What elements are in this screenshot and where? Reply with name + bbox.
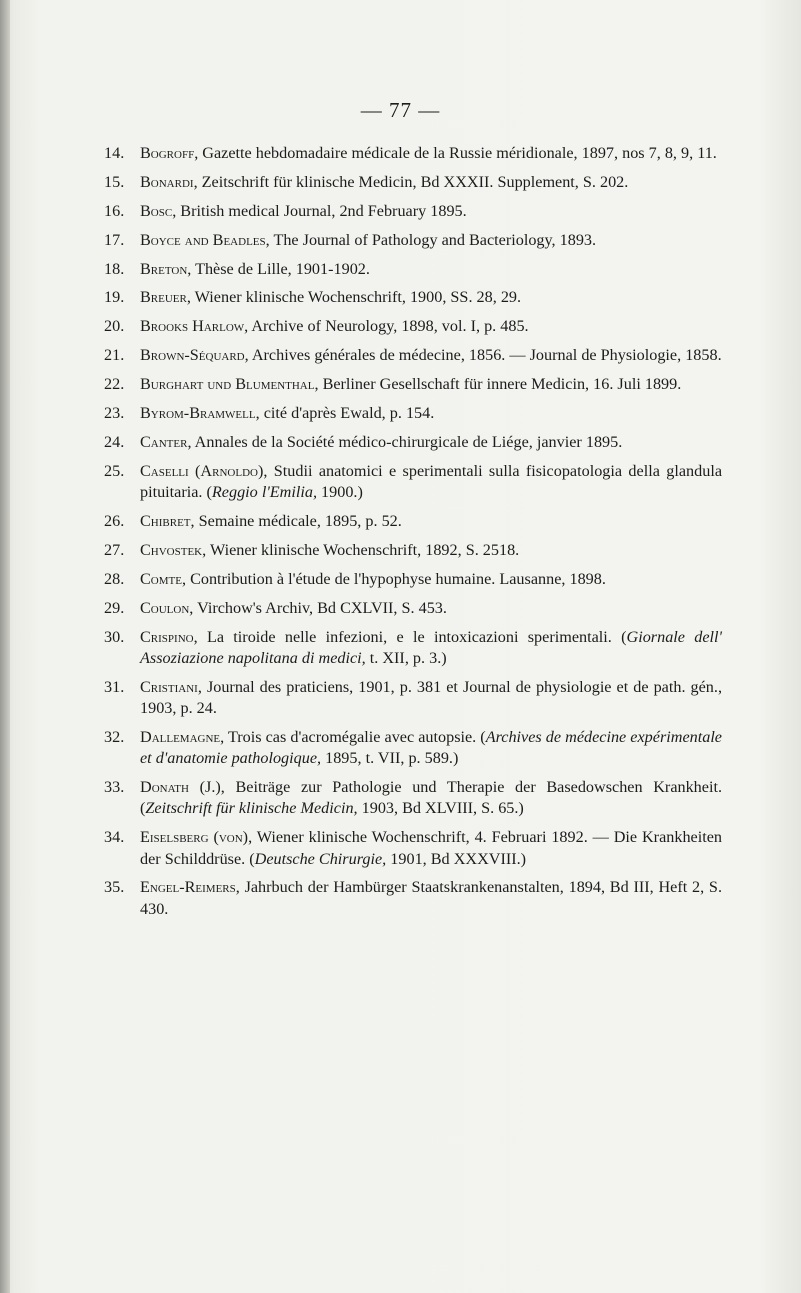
reference-number: 17.: [104, 230, 125, 249]
reference-text: , La tiroide nelle infezioni, e le intoxicazioni sperimentali. (: [193, 627, 627, 646]
reference-text: , Thèse de Lille, 1901-1902.: [187, 259, 370, 278]
reference-entry: [104, 432, 722, 453]
reference-author: Canter: [140, 432, 188, 451]
reference-number: 14.: [104, 144, 125, 162]
reference-author: Caselli (Arnoldo): [140, 461, 264, 480]
reference-text: , The Journal of Pathology and Bacteriology, 1893.: [265, 230, 597, 249]
reference-text: , Journal des praticiens, 1901, p. 381 et Journal de physiologie et de path. gén., 1903, p. 24.: [140, 677, 722, 718]
reference-number: 16.: [104, 201, 125, 220]
reference-number: 15.: [104, 172, 125, 191]
page-number: — 77 —: [360, 98, 441, 122]
reference-journal-italic: Giornale dell' Assoziazione napolitana di medici,: [140, 627, 722, 667]
reference-entry: [104, 827, 722, 870]
reference-number: 32.: [104, 727, 125, 746]
reference-number: 30.: [104, 627, 125, 646]
reference-number: 27.: [104, 540, 125, 559]
reference-text: , Contribution à l'étude de l'hypophyse humaine. Lausanne, 1898.: [181, 569, 606, 588]
reference-author: Bosc: [140, 201, 173, 220]
reference-entry: [104, 345, 722, 366]
reference-author: Crispino: [140, 627, 194, 646]
reference-text: , Archive of Neurology, 1898, vol. I, p. 485.: [244, 317, 529, 336]
reference-author: Bonardi: [140, 172, 194, 191]
reference-entry: [104, 598, 722, 619]
reference-text-tail: 1895, t. VII, p. 589.): [321, 749, 459, 768]
reference-entry: [104, 201, 722, 222]
reference-text-tail: 1900.): [317, 483, 363, 502]
reference-number: 26.: [104, 511, 125, 530]
reference-text: , Wiener klinische Wochenschrift, 4. Februari 1892. — Die Krankheiten der Schilddrüse. (: [140, 828, 722, 868]
reference-text: , Virchow's Archiv, Bd CXLVII, S. 453.: [189, 598, 447, 617]
reference-author: Coulon: [140, 598, 190, 617]
reference-text: , British medical Journal, 2nd February 1895.: [172, 201, 467, 220]
reference-number: 22.: [104, 375, 125, 394]
reference-author: Engel-Reimers: [140, 878, 236, 897]
reference-text-tail: 1903, Bd XLVIII, S. 65.): [357, 799, 524, 818]
reference-number: 28.: [104, 569, 125, 588]
reference-author: Chvostek: [140, 540, 203, 559]
reference-author: Eiselsberg (von): [140, 828, 249, 847]
reference-author: Byrom-Bramwell: [140, 404, 256, 423]
reference-author: Dallemagne: [140, 727, 221, 746]
reference-text: , Berliner Gesellschaft für innere Medicin, 16. Juli 1899.: [314, 375, 682, 394]
reference-number: 23.: [104, 404, 125, 423]
reference-entry: [104, 374, 722, 395]
reference-entry: [104, 230, 722, 251]
reference-number: 18.: [104, 259, 125, 278]
reference-text: , Jahrbuch der Hambürger Staatskrankenanstalten, 1894, Bd III, Heft 2, S. 430.: [140, 878, 722, 918]
reference-entry: [104, 727, 722, 770]
reference-text: , Wiener klinische Wochenschrift, 1892, S. 2518.: [202, 540, 520, 559]
reference-author: Donath (J.): [140, 778, 221, 797]
reference-number: 20.: [104, 317, 125, 336]
reference-author: Boyce and Beadles: [140, 230, 266, 249]
reference-text-tail: 1901, Bd XXXVIII.): [386, 849, 527, 868]
reference-list: [104, 143, 722, 928]
reference-entry: [104, 461, 722, 504]
reference-author: Brown-Séquard: [140, 346, 245, 365]
reference-number: 21.: [104, 346, 125, 365]
reference-number: 25.: [104, 461, 125, 480]
reference-journal-italic: Deutsche Chirurgie,: [254, 849, 387, 868]
reference-number: 31.: [104, 677, 125, 696]
reference-author: Breton: [140, 259, 188, 278]
reference-entry: [104, 627, 722, 670]
reference-author: Cristiani: [140, 677, 198, 696]
reference-text: , Zeitschrift für klinische Medicin, Bd XXXII. Supplement, S. 202.: [193, 172, 629, 191]
reference-entry: [104, 877, 722, 920]
reference-text: , Archives générales de médecine, 1856. — Journal de Physiologie, 1858.: [244, 346, 722, 365]
reference-text: , cité d'après Ewald, p. 154.: [255, 404, 435, 423]
reference-text: , Wiener klinische Wochenschrift, 1900, SS. 28, 29.: [186, 288, 522, 307]
reference-text: , Studii anatomici e sperimentali sulla fisicopatologia della glandula pituitaria. (: [140, 461, 722, 502]
reference-text: , Gazette hebdomadaire médicale de la Russie méridionale, 1897, nos 7, 8, 9, 11.: [194, 144, 717, 162]
page-binding-edge: [0, 0, 10, 1293]
reference-text: , Beiträge zur Pathologie und Therapie der Basedowschen Krankheit. (: [140, 778, 723, 818]
reference-number: 24.: [104, 432, 125, 451]
reference-entry: [104, 143, 722, 164]
reference-text: , Semaine médicale, 1895, p. 52.: [190, 511, 402, 530]
reference-author: Breuer: [140, 288, 187, 307]
reference-number: 29.: [104, 598, 125, 617]
reference-journal-italic: Zeitschrift für klinische Medicin,: [145, 799, 358, 818]
reference-entry: [104, 403, 722, 424]
reference-author: Burghart und Blumenthal: [140, 375, 315, 394]
reference-entry: [104, 511, 722, 532]
reference-text-tail: t. XII, p. 3.): [365, 648, 447, 667]
reference-entry: [104, 569, 722, 590]
reference-number: 33.: [104, 778, 125, 797]
reference-entry: [104, 540, 722, 561]
reference-entry: [104, 316, 722, 337]
reference-entry: [104, 777, 722, 820]
reference-author: Brooks Harlow: [140, 317, 245, 336]
reference-journal-italic: Archives de médecine expérimentale et d'anatomie pathologique,: [140, 727, 722, 768]
reference-number: 19.: [104, 288, 125, 307]
reference-text: , Annales de la Société médico-chirurgicale de Liége, janvier 1895.: [187, 432, 623, 451]
reference-author: Bogroff: [140, 144, 195, 162]
reference-entry: [104, 677, 722, 720]
reference-number: 34.: [104, 828, 125, 847]
reference-text: , Trois cas d'acromégalie avec autopsie. (: [220, 727, 486, 746]
reference-entry: [104, 172, 722, 193]
reference-number: 35.: [104, 878, 125, 897]
reference-entry: [104, 259, 722, 280]
reference-author: Comte: [140, 569, 182, 588]
reference-entry: [104, 287, 722, 308]
reference-journal-italic: Reggio l'Emilia,: [211, 483, 317, 502]
reference-author: Chibret: [140, 511, 191, 530]
